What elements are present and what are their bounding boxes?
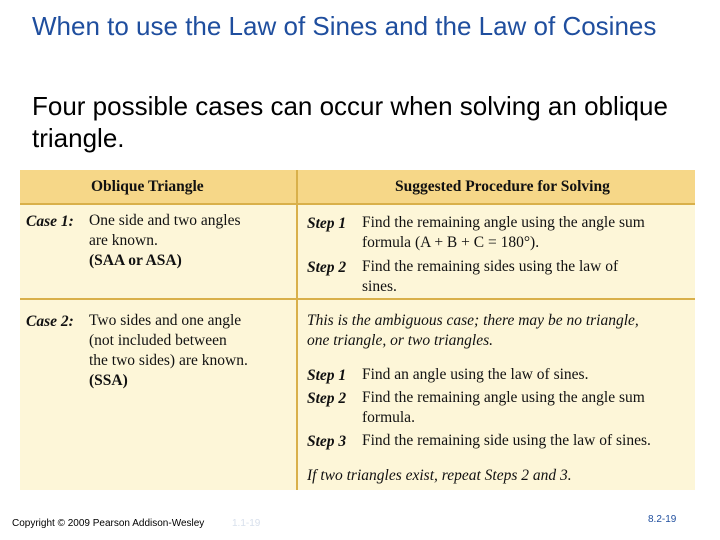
header-oblique-triangle: Oblique Triangle — [91, 178, 204, 195]
slide-subtitle: Four possible cases can occur when solving an oblique triangle. — [32, 91, 668, 153]
case-1-description — [89, 211, 241, 271]
case-1-step-2-text — [362, 257, 618, 297]
case-2-description — [89, 311, 248, 391]
case-1-step-2-label: Step 2 — [307, 259, 347, 276]
step-line: formula (A + B + C = 180°). — [362, 234, 540, 251]
case-2-step-2-label: Step 2 — [307, 390, 347, 407]
case-2-step-2-text — [362, 388, 645, 428]
slide-title: When to use the Law of Sines and the Law of Cosines — [32, 11, 657, 41]
case-2-label: Case 2: — [26, 313, 74, 330]
step-line: Find the remaining angle using the angle sum — [362, 389, 645, 406]
slide-number: 8.2-19 — [648, 514, 677, 525]
case-1-step-1-label: Step 1 — [307, 215, 347, 232]
procedure-table — [20, 170, 695, 490]
column-divider — [296, 170, 298, 490]
step-line: Find an angle using the law of sines. — [362, 366, 589, 383]
step-line: formula. — [362, 409, 415, 426]
case-1-label: Case 1: — [26, 213, 74, 230]
case-2-step-3-label: Step 3 — [307, 433, 347, 450]
case-1-desc-line: are known. — [89, 232, 158, 249]
step-line: sines. — [362, 278, 397, 295]
step-line: Find the remaining side using the law of sines. — [362, 432, 651, 449]
note-line: one triangle, or two triangles. — [307, 332, 493, 349]
case-2-step-1-label: Step 1 — [307, 367, 347, 384]
row-divider — [20, 298, 695, 300]
case-1-abbr: (SAA or ASA) — [89, 252, 182, 269]
case-2-desc-line: the two sides) are known. — [89, 352, 248, 369]
footer-mid-label: 1.1-19 — [232, 518, 261, 529]
step-line: Find the remaining sides using the law of — [362, 258, 619, 275]
copyright-notice: Copyright © 2009 Pearson Addison-Wesley — [12, 518, 205, 529]
case-2-step-1-text — [362, 365, 588, 385]
case-1-desc-line: One side and two angles — [89, 212, 241, 229]
header-suggested-procedure: Suggested Procedure for Solving — [395, 178, 610, 195]
note-line: This is the ambiguous case; there may be no triangle, — [307, 312, 639, 329]
case-1-step-1-text — [362, 213, 645, 253]
case-2-desc-line: Two sides and one angle — [89, 312, 242, 329]
case-2-abbr: (SSA) — [89, 372, 128, 389]
case-2-final-note: If two triangles exist, repeat Steps 2 and 3. — [307, 467, 572, 484]
step-line: Find the remaining angle using the angle sum — [362, 214, 645, 231]
case-2-desc-line: (not included between — [89, 332, 227, 349]
table-header — [20, 170, 695, 205]
case-2-step-3-text — [362, 431, 651, 451]
case-2-ambiguous-note — [307, 311, 639, 351]
